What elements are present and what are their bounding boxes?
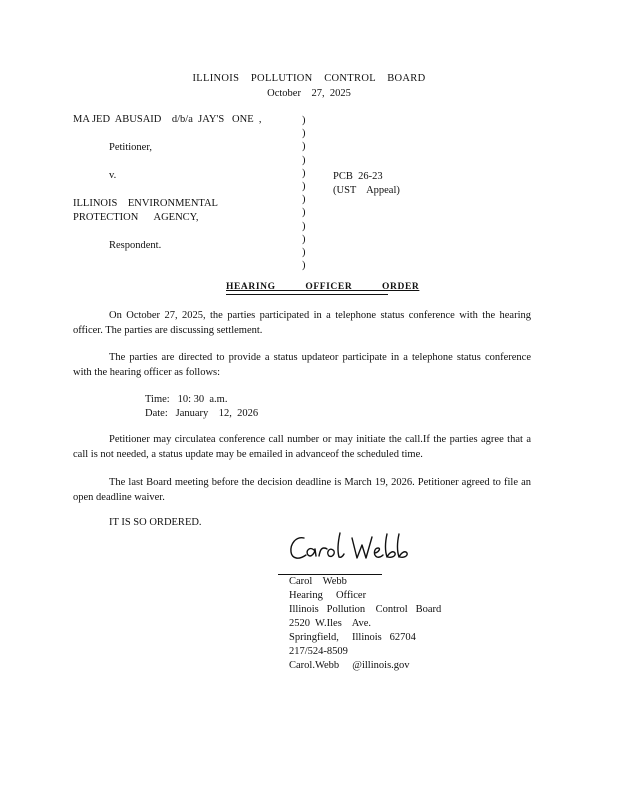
- signer-title: Hearing Officer: [289, 590, 367, 601]
- signer-name: Carol Webb: [289, 576, 347, 587]
- caption-paren: ): [302, 220, 306, 232]
- paragraph-directive: The parties are directed to provide a status updateor participate in a telephone status conference with the hearing officer as follows:: [73, 352, 531, 378]
- petitioner-role: Petitioner,: [109, 142, 153, 153]
- order-date: October 27, 2025: [267, 88, 351, 99]
- caption-paren: ): [302, 141, 306, 153]
- caption-paren: ): [302, 233, 306, 245]
- handwritten-signature: [286, 528, 416, 568]
- paragraph-deadline: The last Board meeting before the decision deadline is March 19, 2026. Petitioner agreed to file an open deadline waiver.: [73, 477, 531, 503]
- respondent-role: Respondent.: [109, 240, 162, 251]
- signature-block: [289, 575, 441, 673]
- schedule-time: Time: 10: 30 a.m.: [145, 394, 228, 405]
- order-title-rule: [226, 294, 388, 295]
- caption-paren: ): [302, 260, 306, 272]
- paragraph-status-conference: On October 27, 2025, the parties participated in a telephone status conference with the hearing officer. The parties are discussing settlement.: [73, 310, 531, 336]
- caption-paren: ): [302, 194, 306, 206]
- caption-paren: ): [302, 207, 306, 219]
- so-ordered: IT IS SO ORDERED.: [109, 517, 202, 528]
- board-title: ILLINOIS POLLUTION CONTROL BOARD: [192, 73, 426, 84]
- petitioner-name: MA JED ABUSAID d/b/a JAY'S ONE ,: [73, 114, 262, 125]
- caption-paren: ): [302, 128, 306, 140]
- case-number: PCB 26-23: [333, 171, 383, 182]
- caption-paren: ): [302, 115, 306, 126]
- signer-organization: Illinois Pollution Control Board: [289, 604, 442, 615]
- versus: v.: [109, 170, 117, 181]
- signer-street: 2520 W.Iles Ave.: [289, 618, 372, 629]
- case-number-block: [333, 170, 400, 198]
- signer-city: Springfield, Illinois 62704: [289, 632, 416, 643]
- schedule-date: Date: January 12, 2026: [145, 407, 259, 419]
- paragraph-conference-call: Petitioner may circulatea conference call number or may initiate the call.If the parties agree that a call is not needed, a status update may be emailed in advanceof the scheduled time.: [73, 434, 531, 460]
- schedule-block: [145, 393, 258, 420]
- signer-phone: 217/524-8509: [289, 646, 348, 657]
- caption-paren: ): [302, 181, 306, 193]
- caption-paren: ): [302, 247, 306, 259]
- order-title: HEARING OFFICER ORDER: [226, 282, 420, 292]
- respondent-line-2: PROTECTION AGENCY,: [73, 212, 199, 223]
- respondent-line-1: ILLINOIS ENVIRONMENTAL: [73, 198, 218, 209]
- case-type: (UST Appeal): [333, 185, 400, 196]
- caption-paren: ): [302, 167, 306, 179]
- signer-email: Carol.Webb @illinois.gov: [289, 660, 410, 671]
- caption-paren: ): [302, 154, 306, 166]
- caption-parentheses: [302, 114, 306, 272]
